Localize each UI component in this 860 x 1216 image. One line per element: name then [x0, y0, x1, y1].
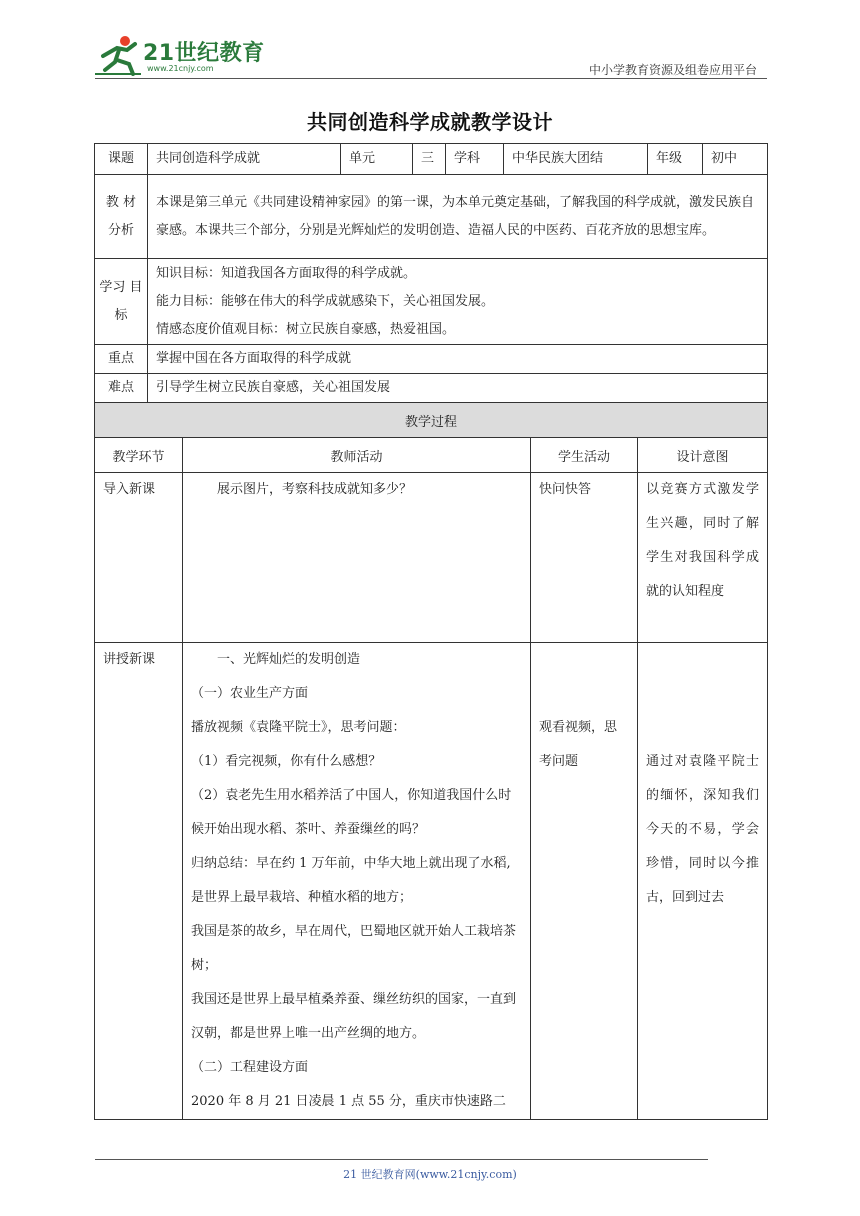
unit-label: 单元: [341, 144, 413, 175]
teacher-intro: 展示图片，考察科技成就知多少？: [183, 473, 531, 643]
page-header: [95, 34, 767, 80]
subject-value: 中华民族大团结: [504, 144, 648, 175]
goal-attitude: 情感态度价值观目标：树立民族自豪感，热爱祖国。: [156, 321, 456, 337]
teacher-new-lesson: [183, 643, 531, 1120]
analysis-label: 教 材 分析: [95, 175, 148, 259]
analysis-text: 本课是第三单元《共同建设精神家园》的第一课，为本单元奠定基础，了解我国的科学成就，激发民族自豪感。本课共三个部分，分别是光辉灿烂的发明创造、造福人民的中医药、百花齐放的思想宝库。: [148, 175, 768, 259]
teacher-line: （一）农业生产方面: [191, 686, 309, 701]
document-title: 共同创造科学成就教学设计: [307, 110, 553, 134]
subject-label: 学科: [446, 144, 504, 175]
grade-label: 年级: [648, 144, 703, 175]
teacher-line: 我国还是世界上最早植桑养蚕、缫丝纺织的国家，一直到汉朝，都是世界上唯一出产丝绸的地方。: [191, 992, 517, 1041]
header-divider: [95, 78, 767, 79]
intent-intro: 以竞赛方式激发学生兴趣，同时了解学生对我国科学成就的认知程度: [638, 473, 768, 643]
goal-ability: 能力目标：能够在伟大的科学成就感染下，关心祖国发展。: [156, 293, 495, 309]
logo-text: 21世纪教育: [143, 41, 265, 66]
student-intro: 快问快答: [531, 473, 638, 643]
header-student: 学生活动: [531, 438, 638, 473]
logo: [95, 34, 265, 76]
goals-label: 学习 目标: [95, 259, 148, 345]
stage-intro: 导入新课: [95, 473, 183, 643]
teacher-line: 一、光辉灿烂的发明创造: [217, 652, 361, 667]
teacher-line: （二）工程建设方面: [191, 1060, 309, 1075]
teacher-line: （2）袁老先生用水稻养活了中国人，你知道我国什么时候开始出现水稻、茶叶、养蚕缫丝的吗？: [191, 788, 512, 837]
teacher-line: 2020 年 8 月 21 日凌晨 1 点 55 分，重庆市快速路二: [191, 1094, 506, 1109]
goals-list: [148, 259, 768, 345]
student-new-lesson: 观看视频，思考问题: [531, 643, 638, 1120]
header-teacher: 教师活动: [183, 438, 531, 473]
goal-knowledge: 知识目标：知道我国各方面取得的科学成就。: [156, 265, 417, 281]
teacher-line: 我国是茶的故乡，早在周代，巴蜀地区就开始人工栽培茶树；: [191, 924, 517, 973]
difficulty-text: 引导学生树立民族自豪感，关心祖国发展: [148, 374, 768, 403]
footer-text: 21 世纪教育网(www.21cnjy.com): [343, 1168, 517, 1181]
header-intent: 设计意图: [638, 438, 768, 473]
header-stage: 教学环节: [95, 438, 183, 473]
topic-label: 课题: [95, 144, 148, 175]
teacher-line: 播放视频《袁隆平院士》，思考问题：: [191, 720, 406, 735]
platform-name: 中小学教育资源及组卷应用平台: [588, 63, 757, 77]
topic-value: 共同创造科学成就: [148, 144, 341, 175]
lesson-info-table: [94, 143, 768, 403]
footer-divider: [95, 1159, 708, 1160]
logo-url: www.21cnjy.com: [147, 64, 214, 73]
difficulty-label: 难点: [95, 374, 148, 403]
teaching-process-table: [94, 402, 768, 1120]
grade-value: 初中: [703, 144, 768, 175]
unit-value: 三: [413, 144, 446, 175]
teacher-line: 归纳总结：早在约 1 万年前，中华大地上就出现了水稻, 是世界上最早栽培、种植水稻的地方；: [191, 856, 511, 905]
process-title: 教学过程: [95, 403, 768, 438]
intent-new-lesson: 通过对袁隆平院士的缅怀，深知我们今天的不易，学会珍惜，同时以今推古，回到过去: [638, 643, 768, 1120]
key-label: 重点: [95, 345, 148, 374]
runner-logo-icon: [95, 34, 143, 76]
stage-new-lesson: 讲授新课: [95, 643, 183, 1120]
teacher-line: （1）看完视频，你有什么感想？: [191, 754, 382, 769]
key-text: 掌握中国在各方面取得的科学成就: [148, 345, 768, 374]
